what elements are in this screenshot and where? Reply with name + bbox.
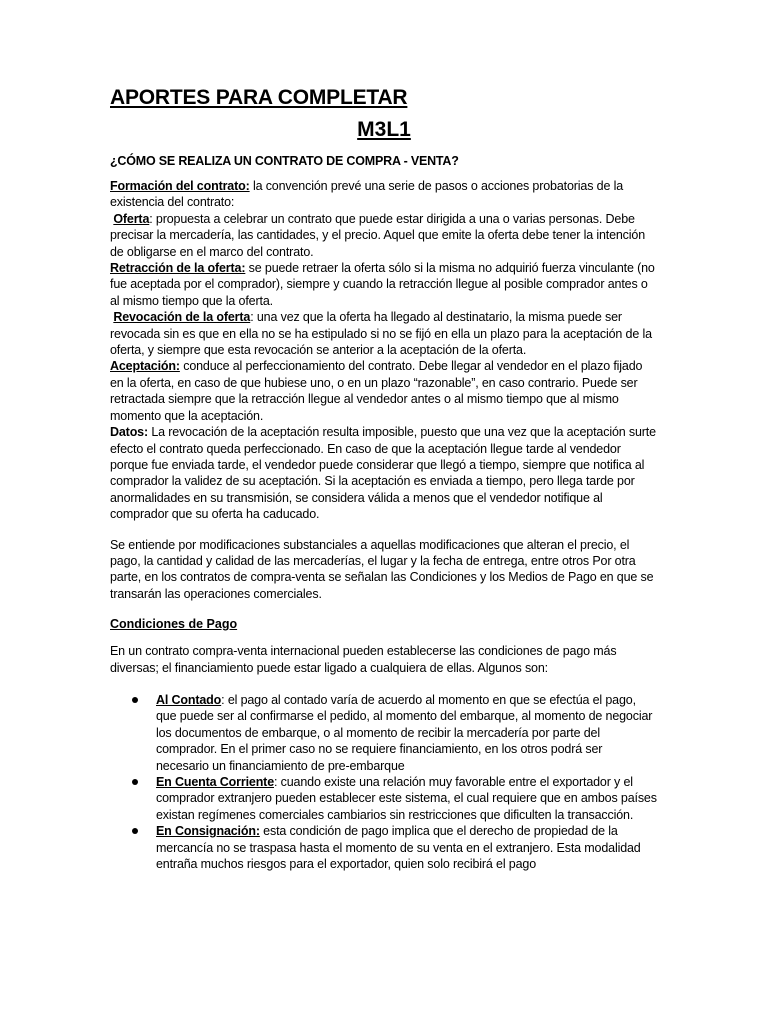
bullet-icon — [132, 828, 138, 834]
term-revocacion: Revocación de la oferta — [113, 310, 251, 325]
term-consignacion: En Consignación: — [156, 824, 260, 839]
paragraph-formacion — [110, 178, 658, 211]
list-item-cuenta-corriente — [110, 774, 658, 823]
term-aceptacion: Aceptación: — [110, 359, 180, 374]
term-formacion: Formación del contrato: — [110, 179, 250, 193]
text-consignacion: esta condición de pago implica que el derecho de propiedad de la mercancía no se traspasa hasta el momento de su venta en el extranjero. Esta modalidad entraña muchos riesgos para el exportador, quien solo recibirá el pago — [156, 824, 641, 872]
text-retraccion: se puede retraer la oferta sólo si la misma no adquirió fuerza vinculante (no fue aceptada por el comprador), siempre y cuando la retracción llegue al posible comprador antes o al mismo tiempo que la oferta. — [110, 261, 655, 308]
paragraph-modificaciones: Se entiende por modificaciones substanciales a aquellas modificaciones que alteran el precio, el pago, la cantidad y calidad de las mercaderías, el lugar y la fecha de entrega, entre otros Por otra parte, en los contratos de compra-venta se señalan las Condiciones y los Medios de Pago en que se transarán las operaciones comerciales. — [110, 537, 654, 601]
term-cuenta-corriente: En Cuenta Corriente — [156, 775, 274, 789]
text-datos: La revocación de la aceptación resulta imposible, puesto que una vez que la aceptación surte efecto el contrato queda perfeccionado. En caso de que la aceptación llegue tarde al vendedor porque fue enviada tarde, el vendedor puede considerar que llegó a tiempo, siempre que notifica al comprador la validez de su aceptación. Si la aceptación es enviada a tiempo, pero llega tarde por anormalidades en su transmisión, se considera válida a menos que el vendedor notifique al comprador que su oferta ha caducado. — [110, 425, 656, 522]
paragraph-datos — [110, 424, 658, 522]
bullet-icon — [132, 779, 138, 785]
paragraph-aceptacion — [110, 358, 658, 424]
term-al-contado: Al Contado — [156, 692, 222, 707]
text-aceptacion: conduce al perfeccionamiento del contrato. Debe llegar al vendedor en el plazo fijado en la oferta, en caso de que hubiese uno, o en un plazo “razonable”, en caso contrario. Puede ser retractada siempre que la retracción llegue al vendedor antes o al mismo tiempo que al mismo momento que la aceptación. — [110, 359, 643, 423]
contract-definitions-block — [110, 178, 658, 523]
document-code: M3L1 — [357, 118, 411, 141]
paragraph-condiciones-intro: En un contrato compra-venta internacional pueden establecerse las condiciones de pago más diversas; el financiamiento puede estar ligado a cualquiera de ellas. Algunos son: — [110, 644, 617, 675]
text-revocacion: : una vez que la oferta ha llegado al destinatario, la misma puede ser revocada sin es que en ella no se ha estipulado si no se fijó en ella un plazo para la aceptación de la oferta, y siempre que esta revocación se anterior a la aceptación de la oferta. — [110, 310, 652, 358]
paragraph-retraccion — [110, 260, 658, 309]
paragraph-revocacion — [110, 309, 658, 358]
term-oferta: Oferta — [113, 211, 150, 226]
payment-conditions-list — [110, 692, 658, 872]
term-datos: Datos: — [110, 425, 148, 440]
text-cuenta-corriente: : cuando existe una relación muy favorable entre el exportador y el comprador extranjero pueden establecer este sistema, el cual requiere que en ambos países existan regímenes comerciales cambiarios sin restricciones que dificulten la transacción. — [156, 775, 657, 822]
text-formacion: la convención prevé una serie de pasos o acciones probatorias de la existencia del contrato: — [110, 179, 624, 210]
heading-condiciones-pago: Condiciones de Pago — [110, 617, 238, 632]
list-item-consignacion — [110, 823, 658, 872]
section-question: ¿CÓMO SE REALIZA UN CONTRATO DE COMPRA - VENTA? — [110, 154, 459, 168]
bullet-icon — [132, 697, 138, 703]
term-retraccion: Retracción de la oferta: — [110, 261, 246, 276]
text-al-contado: : el pago al contado varía de acuerdo al momento en que se efectúa el pago, que puede ser al confirmarse el pedido, al momento del embarque, al momento de negociar los documentos de embarque, o al momento de recibir la mercadería por parte del comprador. En el primer caso no se requiere financiamiento, en los otros podrá ser necesario un financiamiento de pre-embarque — [156, 692, 653, 773]
paragraph-oferta — [110, 211, 658, 260]
list-item-al-contado — [110, 692, 658, 774]
document-title: APORTES PARA COMPLETAR — [110, 86, 408, 109]
text-oferta: : propuesta a celebrar un contrato que puede estar dirigida a una o varias personas. Debe precisar la mercadería, las cantidades, y el precio. Aquel que emite la oferta debe tener la intención de obligarse en el marco del contrato. — [110, 211, 646, 259]
